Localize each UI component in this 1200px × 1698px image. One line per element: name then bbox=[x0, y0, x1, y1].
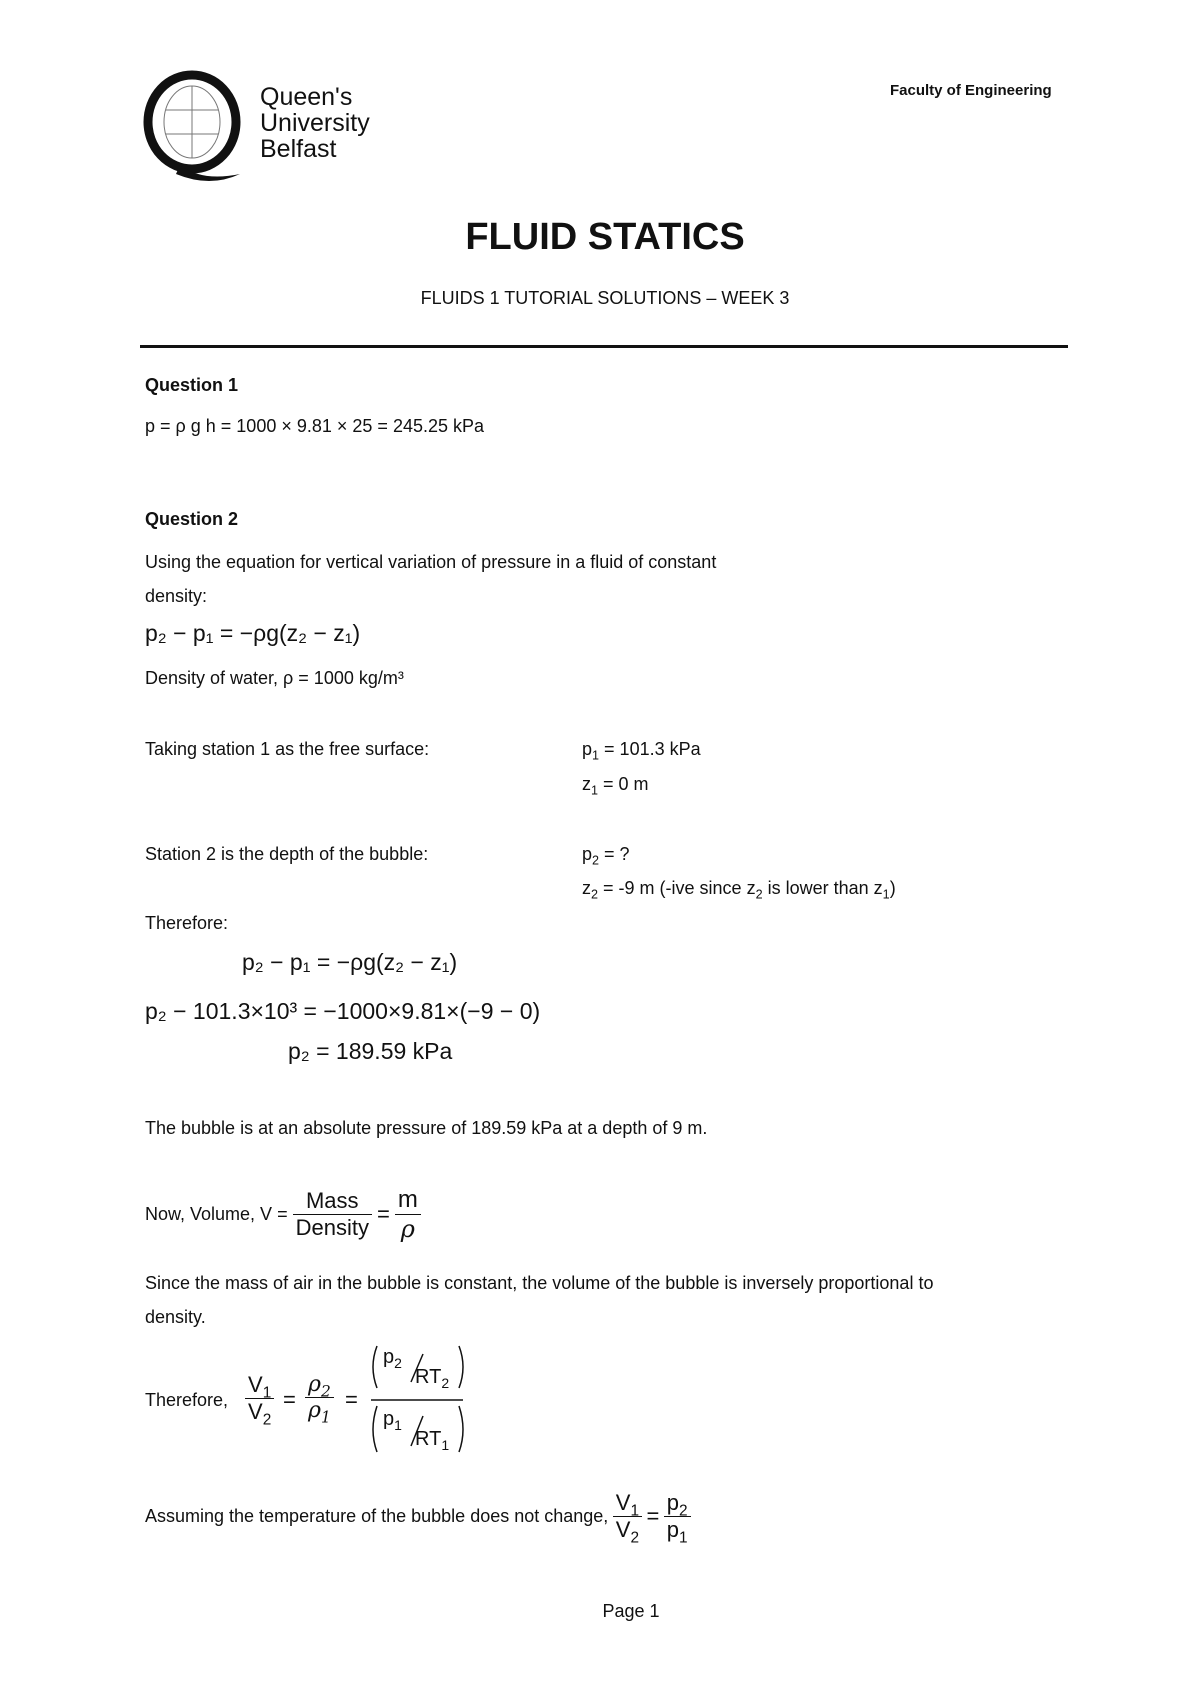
rho-symbol: ρ bbox=[400, 1215, 415, 1243]
p1-value: = 101.3 kPa bbox=[604, 739, 701, 759]
v1-over-v2: $\frac{V_1}{V_2}$ bbox=[245, 1372, 274, 1425]
title-divider bbox=[140, 345, 1068, 348]
calc-line-3: p₂ = 189.59 kPa bbox=[288, 1038, 453, 1064]
volume-label: Now, Volume, V = bbox=[145, 1204, 288, 1224]
volume-equation: Now, Volume, V = $\frac{\text{Mass}}{\text{Density}}$ = $\frac{m}{\rho}$ bbox=[145, 1186, 421, 1243]
logo-text bbox=[260, 84, 460, 162]
calc-line-1: p₂ − p₁ = −ρg(z₂ − z₁) bbox=[242, 949, 458, 975]
m-over-rho bbox=[395, 1186, 421, 1243]
p-over-rt-fraction: $p_2$ $RT_2$ $p_1$ $RT_1$ bbox=[367, 1342, 467, 1462]
z1-line: $z_1 = 0$ m bbox=[582, 774, 649, 798]
pressure-equation: p₂ − p₁ = −ρg(z₂ − z₁) bbox=[145, 620, 361, 646]
therefore-label: Therefore: bbox=[145, 913, 229, 933]
p1-line: $p_1 = 101.3$ kPa bbox=[582, 739, 701, 763]
question-2-intro-line2: density: bbox=[145, 586, 208, 606]
page-subtitle: FLUIDS 1 TUTORIAL SOLUTIONS – WEEK 3 bbox=[420, 288, 790, 308]
queens-q-crest-icon bbox=[140, 70, 250, 190]
page-title: FLUID STATICS bbox=[465, 216, 745, 258]
faculty-label: Faculty of Engineering bbox=[890, 82, 1052, 99]
logo-text-line1: Queen's University bbox=[260, 83, 370, 137]
density-of-water: Density of water, ρ = 1000 kg/m³ bbox=[145, 668, 404, 688]
z2-line: $z_2 = -9$ m (-ive since $z_2$ is lower than $z_1$) bbox=[582, 878, 896, 902]
page-number: Page 1 bbox=[602, 1601, 660, 1621]
question-1-answer: p = ρ g h = 1000 × 9.81 × 25 = 245.25 kPa bbox=[145, 416, 485, 436]
question-1-heading: Question 1 bbox=[145, 375, 239, 395]
station-1-label: Taking station 1 as the free surface: bbox=[145, 739, 430, 759]
assuming-equation: Assuming the temperature of the bubble does not change, $\frac{V_1}{V_2}$ = $\frac{p_2}{p_1}$ bbox=[145, 1490, 691, 1543]
mass-word: Mass bbox=[293, 1188, 372, 1215]
p2-over-p1-final: $\frac{p_2}{p_1}$ bbox=[664, 1490, 691, 1543]
m-symbol: m bbox=[395, 1186, 421, 1215]
z2-value-a: = -9 m (-ive since z bbox=[603, 878, 756, 898]
bubble-result: The bubble is at an absolute pressure of 189.59 kPa at a depth of 9 m. bbox=[145, 1118, 708, 1138]
rho2-over-rho1: $\frac{\rho_2}{\rho_1}$ bbox=[305, 1372, 334, 1423]
z2-value-b: is lower than z bbox=[767, 878, 883, 898]
p2-value: = ? bbox=[604, 844, 630, 864]
therefore2-label: Therefore, bbox=[145, 1390, 229, 1410]
v1-over-v2-final: $\frac{V_1}{V_2}$ bbox=[613, 1490, 642, 1543]
calc-line-2: p₂ − 101.3×10³ = −1000×9.81×(−9 − 0) bbox=[145, 998, 541, 1024]
station-2-label: Station 2 is the depth of the bubble: bbox=[145, 844, 429, 864]
logo-text-line2: Belfast bbox=[260, 135, 337, 163]
university-logo bbox=[140, 70, 460, 190]
since-line-2: density. bbox=[145, 1307, 206, 1327]
density-word: Density bbox=[295, 1215, 369, 1240]
p2-line: $p_2$ = ? bbox=[582, 844, 630, 868]
mass-over-density bbox=[293, 1188, 372, 1241]
question-2-intro-line1: Using the equation for vertical variation of pressure in a fluid of constant bbox=[145, 552, 717, 572]
assuming-label: Assuming the temperature of the bubble does not change, bbox=[145, 1506, 609, 1526]
question-2-heading: Question 2 bbox=[145, 509, 239, 529]
since-line-1: Since the mass of air in the bubble is constant, the volume of the bubble is inversely proportional to bbox=[145, 1273, 934, 1293]
z1-value: = 0 m bbox=[603, 774, 649, 794]
